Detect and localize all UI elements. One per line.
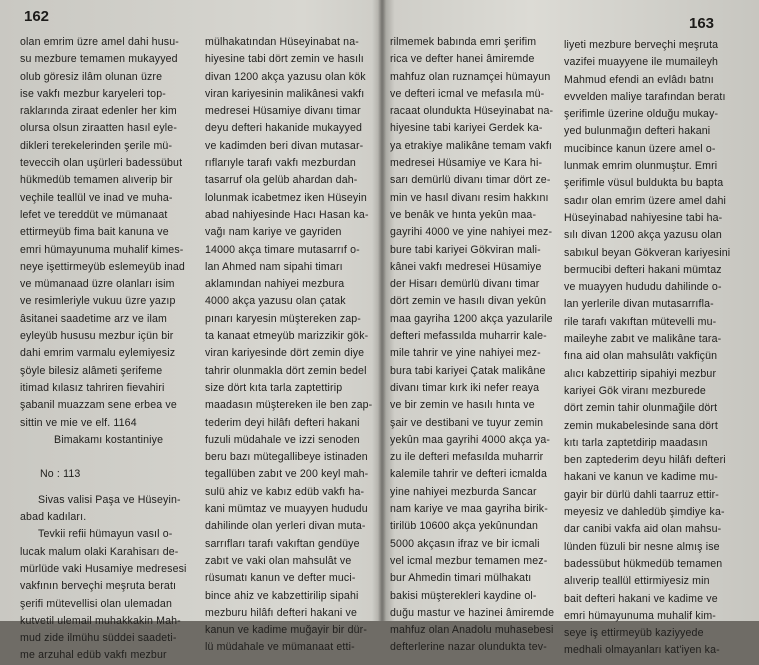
text-line: rilmemek babında emri şerifim bbox=[390, 36, 537, 48]
text-line: teveccih olan uşürleri badessübut bbox=[20, 157, 183, 170]
text-line: dar canibi vakfa aid olan mahsu- bbox=[564, 523, 722, 536]
text-line: liyeti mezbure berveçhi meşruta bbox=[564, 39, 719, 51]
text-line: mahfuz olan Anadolu muhasebesi bbox=[390, 624, 554, 637]
text-line: nam kariye ve maa gayriha birik- bbox=[390, 503, 548, 516]
text-line: sabıkul beyan Gökveran kariyesini bbox=[564, 246, 731, 259]
text-line: fuzuli müdahale ve izzi senoden bbox=[205, 433, 360, 446]
text-line: meyesiz ve dahledüb şimdiye ka- bbox=[564, 506, 725, 519]
text-line: alıcı kabzettirip sipahiyi mezbur bbox=[564, 367, 717, 380]
text-line: lolunmak icabetmez iken Hüseyin bbox=[205, 191, 367, 204]
text-line: olan emrim üzre amel dahi husu- bbox=[20, 36, 179, 48]
text-line: ya etrakiye malikâne temam vakfı bbox=[390, 139, 552, 152]
text-line: rüsumatı kanun ve defter muci- bbox=[205, 572, 356, 585]
text-line: mahfuz olan ruznamçei hümayun bbox=[390, 70, 551, 83]
text-line: tahrir olunmakla dört zemin bedel bbox=[205, 364, 367, 377]
text-line: divan 1200 akça yazusu olan kök bbox=[205, 70, 366, 83]
text-line: ettirmeyüb fima bait kanuna ve bbox=[20, 226, 169, 239]
text-line: sulü ahiz ve kabız edüb vakfı ha- bbox=[205, 485, 365, 498]
text-line: lan yerlerile divan mutasarrıfla- bbox=[564, 298, 714, 311]
text-line: kânei vakfı medresei Hüsamiye bbox=[390, 260, 542, 273]
text-line: kalemile tahrir ve defteri icmalda bbox=[390, 468, 548, 481]
text-line: me arzuhal edüb vakfı mezbur bbox=[20, 649, 167, 662]
text-line: Sivas valisi Paşa ve Hüseyin- bbox=[38, 493, 181, 506]
text-line: tirilüb 10600 akça yekûnundan bbox=[390, 520, 539, 533]
text-line: zu ile defteri mefasılda muharrir bbox=[390, 451, 544, 464]
text-line: olub göresiz ilâm olunan üzre bbox=[20, 70, 163, 83]
text-line: viran kariyesinde dört zemin diye bbox=[205, 347, 365, 360]
text-line: kutvetil ulemail muhakkakin Mah- bbox=[20, 614, 181, 627]
text-line: hakani ve kanun ve kadime mu- bbox=[564, 471, 718, 484]
left-page-number: 162 bbox=[24, 8, 50, 25]
text-line: mürlüde vaki Husamiye medresesi bbox=[20, 562, 187, 575]
text-line: badessübut hükmedüb temamen bbox=[564, 557, 723, 570]
text-line: raklarında ziraat edenler her kim bbox=[20, 105, 177, 118]
text-line: emri hümayunuma muhalif kimes- bbox=[20, 243, 184, 256]
text-line: tasarruf ola gelüb ahardan dah- bbox=[205, 174, 358, 187]
text-line: ve defteri icmal ve mefasıla mü- bbox=[390, 87, 545, 100]
text-line: hiyesine tabi dört zemin ve hasılı bbox=[205, 53, 364, 66]
text-line: min ve hasıl divanı resim hakkını bbox=[390, 191, 549, 204]
text-line: lunmak emrim olunmuştur. Emri bbox=[564, 160, 718, 173]
text-line: viran kariyesinin malikânesi vakfı bbox=[205, 87, 365, 100]
text-line: Hüseyinabad nahiyesine tabi ha- bbox=[564, 211, 723, 224]
text-line: sılı divan 1200 akça yazusu olan bbox=[564, 229, 722, 242]
right-page-number: 163 bbox=[689, 15, 715, 32]
text-line: duğu mastur ve hazinei âmiremde bbox=[390, 606, 555, 619]
text-line: mülhakatından Hüseyinabat na- bbox=[205, 36, 359, 48]
text-line: su mezbure temamen mukayyed bbox=[20, 53, 178, 66]
text-line: Mahmud efendi an evlâdı batnı bbox=[564, 73, 714, 86]
text-line: şabanil muazzam sene erbea ve bbox=[20, 399, 177, 412]
text-line: rile tarafı vakıftan mütevelli mu- bbox=[564, 315, 717, 328]
text-line: medresei Hüsamiye ve Kara hi- bbox=[390, 157, 543, 170]
text-line: ve mümanaad üzre olanları isim bbox=[20, 278, 175, 291]
text-line: mezburu hilâfı defteri hakani ve bbox=[205, 606, 358, 619]
text-line: mucibince kanun üzere amel o- bbox=[564, 142, 716, 155]
text-line: neye işettirmeyüb eslemeyüb inad bbox=[20, 260, 185, 273]
text-line: bermucibi defteri hakani mümtaz bbox=[564, 263, 722, 276]
left-page-column-2 bbox=[205, 34, 375, 657]
text-line: veçhile teallül ve inad ve muha- bbox=[20, 191, 173, 204]
text-line: tegallüben zabıt ve 200 keyl mah- bbox=[205, 468, 369, 481]
document-number: No : 113 bbox=[40, 468, 81, 481]
text-line: deyu defteri hakanide mukayyed bbox=[205, 122, 363, 135]
right-page-column-1 bbox=[390, 34, 562, 657]
text-line: evvelden maliye tarafından beratı bbox=[564, 90, 726, 103]
text-line: hiyesine tabi kariyei Gerdek ka- bbox=[390, 122, 543, 135]
book-gutter bbox=[378, 0, 386, 621]
text-line: âsitanei saadetime arz ve ilam bbox=[20, 312, 167, 325]
text-line: vağı nam kariye ve gayriden bbox=[205, 226, 342, 239]
text-line: vazifei muayyene ile mumaileyh bbox=[564, 56, 719, 69]
text-line: lucak malum olaki Karahisarı de- bbox=[20, 545, 179, 558]
text-line: pınarı karyesin müştereken zap- bbox=[205, 312, 361, 325]
text-line: abad nahiyesinde Hacı Hasan ka- bbox=[205, 208, 369, 221]
text-line: Tevkii refii hümayun vasıl o- bbox=[38, 528, 173, 541]
text-line: rica ve defter hanei âmiremde bbox=[390, 53, 535, 66]
text-line: yed bulunmağın defteri hakani bbox=[564, 125, 711, 138]
text-line: mud zide ilmühu süddei saadeti- bbox=[20, 632, 177, 645]
text-line: kariyei Gök viranı mezburede bbox=[564, 384, 706, 397]
text-line: gayir bir dürlü dahli taarruz ettir- bbox=[564, 488, 719, 501]
text-line: ve muayyen hududu dahilinde o- bbox=[564, 281, 722, 294]
text-line: lefet ve tereddüt ve mümanaat bbox=[20, 208, 168, 221]
text-line: şerifi mütevellisi olan ulemadan bbox=[20, 597, 173, 610]
text-line: sarı demürlü divanı timar dört ze- bbox=[390, 174, 551, 187]
text-line: maileyhe zabıt ve malikâne tara- bbox=[564, 333, 722, 346]
text-line: ben zaptederim deyu hilâfı defteri bbox=[564, 454, 726, 467]
text-line: hükmedüb temamen alıverip bir bbox=[20, 174, 173, 187]
text-line: dahi emrim varmalu eylemiyesiz bbox=[20, 347, 176, 360]
text-line: alıverip teallül ettirmiyesiz min bbox=[564, 575, 710, 588]
text-line: zemin mukabelesinde sana dört bbox=[564, 419, 718, 432]
text-line: tederim deyi hilâfı defteri hakani bbox=[205, 416, 360, 429]
text-line: 5000 akçasın ifraz ve bir icmali bbox=[390, 537, 540, 550]
text-line: beru bazı mütegallibeye istinaden bbox=[205, 451, 368, 464]
text-line: dahilinde olan yerleri divan muta- bbox=[205, 520, 366, 533]
text-line: lünden füzuli bir nesne almış ise bbox=[564, 540, 720, 553]
text-line: kıtı tarla zaptetdirip maadasın bbox=[564, 436, 708, 449]
text-line: itimad kılasız tahriren fievahiri bbox=[20, 381, 165, 394]
text-line: aklamından nahiyei mezbura bbox=[205, 278, 345, 291]
text-line: dikleri terekelerinden şerile mü- bbox=[20, 139, 173, 152]
text-line: kani mümtaz ve muayyen hududu bbox=[205, 503, 368, 516]
text-line: bura tabi kariyei Çatak malikâne bbox=[390, 364, 546, 377]
text-line: rıflarıyle tarafı vakfı mezburdan bbox=[205, 157, 356, 170]
text-line: der Hisarı demürlü divanı timar bbox=[390, 278, 540, 291]
text-line: bakisi müşterekleri kaydine ol- bbox=[390, 589, 537, 602]
text-line: kanun ve kadime muğayir bir dür- bbox=[205, 624, 368, 637]
text-line: bince ahiz ve kabzettirilip sipahi bbox=[205, 589, 359, 602]
text-line: vel icmal mezbur temamen mez- bbox=[390, 554, 548, 567]
text-line: eyleyüb hususu mezbur içün bir bbox=[20, 330, 174, 343]
text-line: gayrihi 4000 ve yine nahiyei mez- bbox=[390, 226, 553, 239]
text-line: defterlerine nazar olundukta tev- bbox=[390, 641, 547, 654]
text-line: bait defteri hakani ve kadime ve bbox=[564, 592, 718, 605]
text-line: lü müdahale ve mümanaat etti- bbox=[205, 641, 355, 654]
text-line: Bimakamı kostantiniye bbox=[54, 433, 164, 446]
text-line: ta kanaat etmeyüb marizzikir gök- bbox=[205, 330, 369, 343]
text-line: maadasın müştereken ile ben zap- bbox=[205, 399, 373, 412]
text-line: vakfının berveçhi meşruta beratı bbox=[20, 580, 177, 593]
text-line: emri hümayunuma muhalif kim- bbox=[564, 609, 716, 622]
text-line: racaat olundukta Hüseyinabat na- bbox=[390, 105, 554, 118]
text-line: şair ve destibani ve tuyur zemin bbox=[390, 416, 544, 429]
text-line: yine nahiyei mezburda Sancar bbox=[390, 485, 537, 498]
text-line: mile tahrir ve yine nahiyei mez- bbox=[390, 347, 541, 360]
text-line: sadır olan emrim üzere amel dahi bbox=[564, 194, 727, 207]
left-page-column-1 bbox=[20, 34, 192, 665]
text-line: abad kadıları. bbox=[20, 511, 87, 524]
right-page-column-2 bbox=[564, 37, 742, 660]
text-line: medresei Hüsamiye divanı timar bbox=[205, 105, 361, 118]
text-line: seye iş ettirmeyüb kaziyyede bbox=[564, 627, 704, 640]
text-line: dört zemin tahir olunmağile dört bbox=[564, 402, 718, 415]
text-line: sarrıfları tarafı vakıftan gendüye bbox=[205, 537, 360, 550]
text-line: zabıt ve vaki olan mahsulât ve bbox=[205, 554, 352, 567]
text-line: medhali olmayanları kat'iyen ka- bbox=[564, 644, 720, 657]
text-line: ve resimleriyle vukuu üzre yazıp bbox=[20, 295, 176, 308]
text-line: 14000 akça timare mutasarrıf o- bbox=[205, 243, 360, 256]
text-line: defteri mefassılda muharrir kale- bbox=[390, 330, 547, 343]
text-line: ve benâk ve hınta yekûn maa- bbox=[390, 208, 537, 221]
text-line: lan Ahmed nam sipahi timarı bbox=[205, 260, 343, 273]
text-line: ve bir zemin ve hasılı hınta ve bbox=[390, 399, 535, 412]
text-line: dört zemin ve hasılı divan yekûn bbox=[390, 295, 547, 308]
text-line: yekûn maa gayrihi 4000 akça ya- bbox=[390, 433, 551, 446]
text-line: divanı timar kırk iki nefer reaya bbox=[390, 381, 540, 394]
spacer bbox=[20, 484, 192, 492]
text-line: şerifimle üzerine olduğu mukay- bbox=[564, 108, 719, 121]
spacer bbox=[20, 449, 192, 466]
text-line: şerifimle vüsul buldukta bu bapta bbox=[564, 177, 724, 190]
text-line: maa gayriha 1200 akça yazularile bbox=[390, 312, 553, 325]
text-line: bur Ahmedin timari mülhakatı bbox=[390, 572, 532, 585]
text-line: sittin ve mie ve elf. 1164 bbox=[20, 416, 137, 429]
text-line: olursa olsun ziraatten hasıl eyle- bbox=[20, 122, 178, 135]
text-line: 4000 akça yazusu olan çatak bbox=[205, 295, 346, 308]
text-line: ise vakfı mezbur karyeleri top- bbox=[20, 87, 166, 100]
text-line: size dört kıta tarla zaptettirip bbox=[205, 381, 343, 394]
text-line: şöyle bilesiz alâmeti şerifeme bbox=[20, 364, 163, 377]
text-line: ve kadimden beri divan mutasar- bbox=[205, 139, 364, 152]
text-line: fına aid olan mahsulâtı vakfiçün bbox=[564, 350, 718, 363]
text-line: bure tabi kariyei Gökviran mali- bbox=[390, 243, 541, 256]
